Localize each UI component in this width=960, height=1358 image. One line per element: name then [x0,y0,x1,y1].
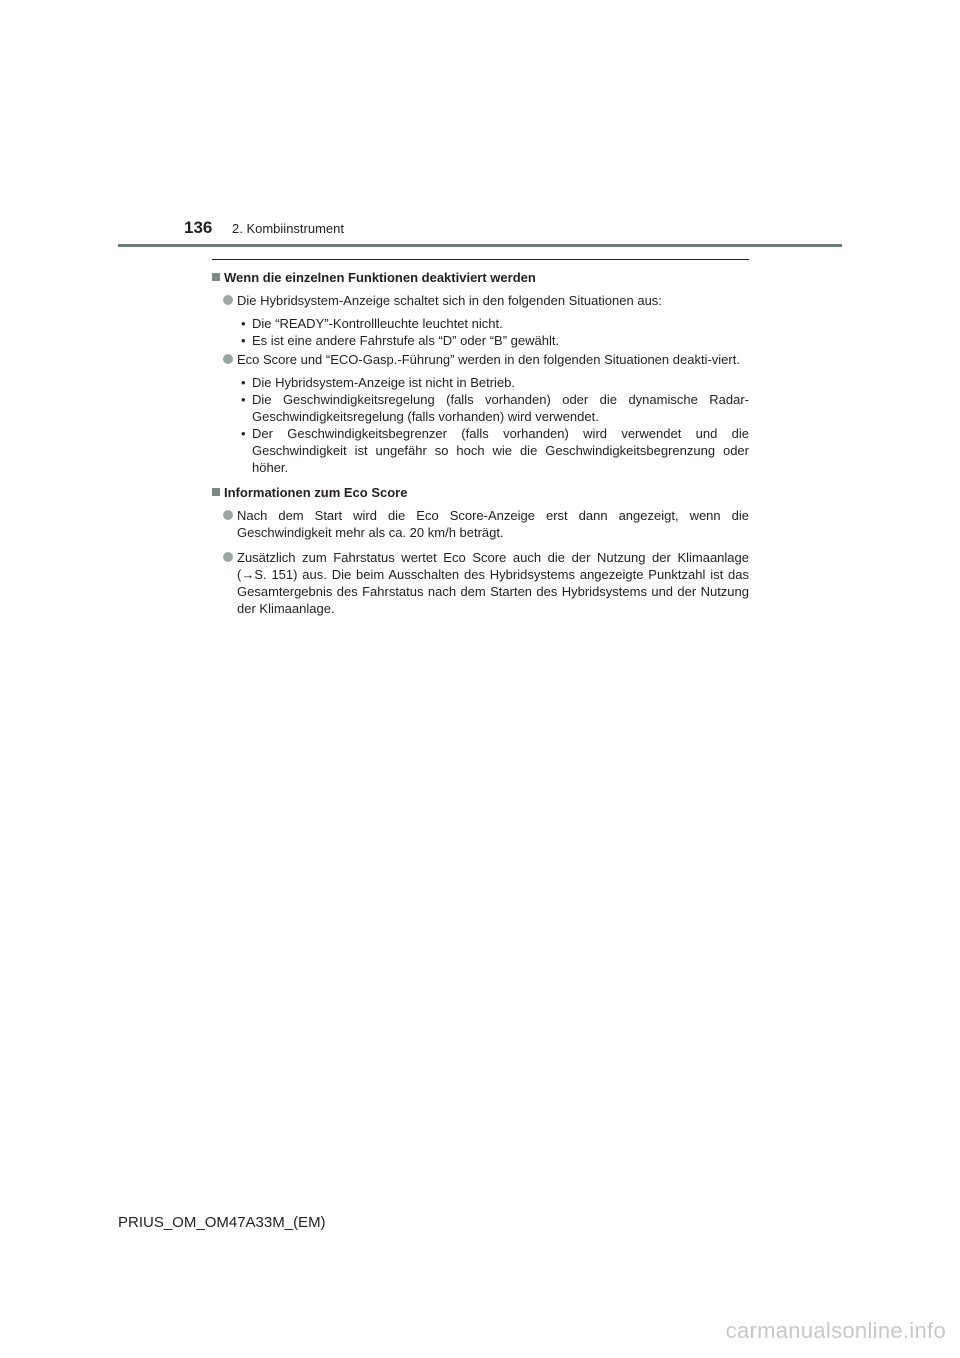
section-heading-text: Informationen zum Eco Score [224,485,408,500]
footer-doc-code: PRIUS_OM_OM47A33M_(EM) [118,1214,326,1231]
page-number: 136 [184,218,213,237]
square-bullet-icon [212,273,220,281]
section-divider [212,259,749,260]
sub-list [212,315,749,349]
round-bullet-icon [223,295,233,305]
list-marker: • [241,392,246,407]
round-bullet-icon [223,354,233,364]
section-heading [212,269,749,286]
list-item [212,315,749,332]
header-divider [118,244,842,247]
square-bullet-icon [212,488,220,496]
list-marker: • [241,375,246,390]
list-item-text: Der Geschwindigkeitsbegrenzer (falls vorhanden) wird verwendet und die Geschwindigkeit ist ungefähr so hoch wie die Geschwindigkeitsbegrenzung oder höher. [252,426,749,475]
list-item [212,332,749,349]
list-marker: • [241,333,246,348]
chapter-title: 2. Kombiinstrument [232,221,344,236]
list-item [212,374,749,391]
round-bullet-icon [223,510,233,520]
bullet-paragraph [212,292,749,309]
watermark: carmanualsonline.info [725,1318,946,1343]
bullet-paragraph [212,549,749,617]
bullet-text: Nach dem Start wird die Eco Score-Anzeige erst dann angezeigt, wenn die Geschwindigkeit mehr als ca. 20 km/h beträgt. [237,508,749,540]
list-item [212,391,749,425]
bullet-text: Zusätzlich zum Fahrstatus wertet Eco Score auch die der Nutzung der Klimaanlage (→S. 151) aus. Die beim Ausschalten des Hybridsystems angezeigte Punktzahl ist das Gesamtergebnis des Fahrstatus nach dem Starten des Hybridsystems und der Nutzung der Klimaanlage. [237,550,749,616]
sub-list [212,374,749,476]
list-item [212,425,749,476]
bullet-paragraph [212,351,749,368]
bullet-paragraph [212,507,749,541]
section-heading-text: Wenn die einzelnen Funktionen deaktiviert werden [224,270,536,285]
page-content [212,267,749,617]
list-item-text: Es ist eine andere Fahrstufe als “D” oder “B” gewählt. [252,333,560,348]
bullet-text: Eco Score und “ECO-Gasp.-Führung” werden in den folgenden Situationen deakti-viert. [237,352,740,367]
list-marker: • [241,316,246,331]
list-item-text: Die Hybridsystem-Anzeige ist nicht in Betrieb. [252,375,515,390]
list-marker: • [241,426,246,441]
list-item-text: Die “READY”-Kontrollleuchte leuchtet nicht. [252,316,503,331]
bullet-text: Die Hybridsystem-Anzeige schaltet sich in den folgenden Situationen aus: [237,293,662,308]
section-heading [212,484,749,501]
list-item-text: Die Geschwindigkeitsregelung (falls vorhanden) oder die dynamische Radar-Geschwindigkeitsregelung (falls vorhanden) wird verwendet. [252,392,749,424]
page-header [0,0,960,250]
round-bullet-icon [223,552,233,562]
